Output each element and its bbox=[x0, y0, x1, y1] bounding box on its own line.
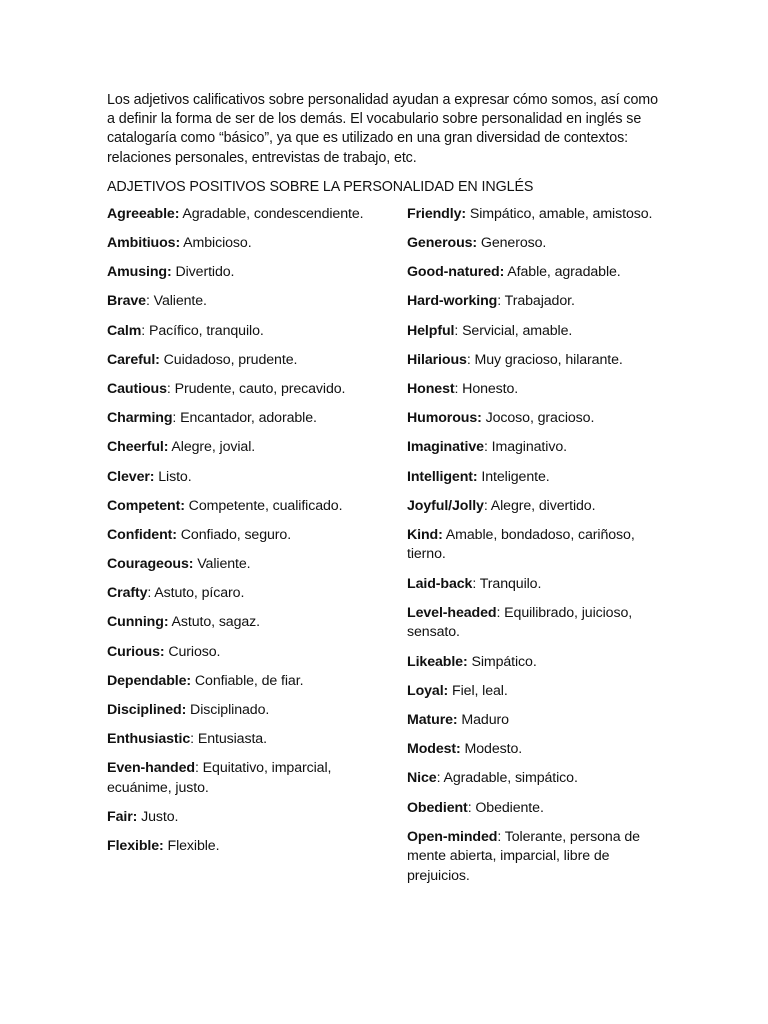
entry-definition: Jocoso, gracioso. bbox=[481, 410, 595, 427]
entry-term: Obedient bbox=[407, 799, 468, 816]
entry-definition: : Tolerante, persona de mente abierta, imparcial, libre de prejuicios. bbox=[407, 828, 640, 884]
vocabulary-entry bbox=[107, 759, 377, 798]
entry-term: Level-headed bbox=[407, 604, 497, 621]
entry-definition: Amable, bondadoso, cariñoso, tierno. bbox=[407, 526, 635, 563]
entry-term: Competent: bbox=[107, 497, 185, 514]
vocabulary-entry bbox=[407, 799, 667, 819]
vocabulary-entry bbox=[107, 613, 377, 633]
entry-definition: Confiado, seguro. bbox=[176, 526, 292, 543]
vocabulary-entry bbox=[407, 575, 667, 595]
vocabulary-entry bbox=[407, 604, 667, 643]
entry-term: Brave bbox=[107, 293, 146, 310]
section-heading: ADJETIVOS POSITIVOS SOBRE LA PERSONALIDAD EN INGLÉS bbox=[107, 178, 534, 195]
entry-term: Ambitiuos: bbox=[107, 235, 181, 251]
entry-term: Intelligent: bbox=[407, 468, 478, 485]
entry-definition: Alegre, jovial. bbox=[168, 439, 256, 456]
entry-definition: Valiente. bbox=[193, 556, 251, 573]
entry-term: Fair: bbox=[107, 809, 138, 826]
entry-term: Honest bbox=[407, 380, 455, 397]
left-column bbox=[107, 205, 377, 867]
vocabulary-entry bbox=[407, 497, 667, 517]
entry-term: Courageous: bbox=[107, 556, 194, 573]
entry-term: Flexible: bbox=[107, 838, 164, 855]
entry-definition: Ambicioso. bbox=[180, 235, 252, 251]
entry-definition: Simpático, amable, amistoso. bbox=[466, 205, 653, 222]
vocabulary-entry bbox=[107, 409, 377, 429]
vocabulary-entry bbox=[107, 497, 377, 517]
entry-definition: : Pacífico, tranquilo. bbox=[141, 322, 264, 339]
entry-term: Open-minded bbox=[407, 828, 498, 845]
entry-definition: Fiel, leal. bbox=[448, 682, 508, 699]
vocabulary-entry bbox=[407, 409, 667, 429]
entry-term: Modest: bbox=[407, 741, 461, 758]
entry-term: Loyal: bbox=[407, 682, 449, 699]
entry-definition: Confiable, de fiar. bbox=[191, 672, 304, 689]
entry-definition: : Equilibrado, juicioso, sensato. bbox=[407, 604, 633, 641]
vocabulary-entry bbox=[107, 292, 377, 312]
entry-term: Crafty bbox=[107, 585, 148, 602]
entry-definition: : Prudente, cauto, precavido. bbox=[166, 380, 346, 397]
vocabulary-entry bbox=[107, 380, 377, 400]
entry-definition: Agradable, condescendiente. bbox=[179, 205, 364, 222]
entry-definition: : Obediente. bbox=[467, 799, 544, 816]
entry-term: Confident: bbox=[107, 526, 177, 543]
vocabulary-entry bbox=[407, 769, 667, 789]
vocabulary-entry bbox=[107, 526, 377, 546]
entry-term: Cunning: bbox=[107, 614, 169, 631]
entry-definition: : Agradable, simpático. bbox=[436, 770, 578, 787]
entry-definition: Generoso. bbox=[477, 235, 547, 251]
entry-term: Charming bbox=[107, 410, 173, 427]
entry-term: Even-handed bbox=[107, 760, 195, 777]
vocabulary-entry bbox=[107, 234, 377, 254]
entry-term: Imaginative bbox=[407, 439, 484, 456]
vocabulary-entry bbox=[107, 672, 377, 692]
entry-definition: Listo. bbox=[154, 468, 192, 485]
entry-term: Clever: bbox=[107, 468, 155, 485]
entry-definition: : Imaginativo. bbox=[483, 439, 567, 456]
entry-definition: : Muy gracioso, hilarante. bbox=[466, 351, 623, 368]
entry-term: Mature: bbox=[407, 712, 458, 728]
entry-term: Likeable: bbox=[407, 653, 468, 670]
entry-definition: Disciplinado. bbox=[186, 702, 270, 718]
vocabulary-entry bbox=[407, 205, 667, 225]
vocabulary-entry bbox=[407, 263, 667, 283]
vocabulary-entry bbox=[107, 555, 377, 575]
entry-definition: : Servicial, amable. bbox=[454, 322, 573, 339]
intro-paragraph: Los adjetivos calificativos sobre personalidad ayudan a expresar cómo somos, así como a definir la forma de ser de los demás. El vocabulario sobre personalidad en inglés se catalogaría como “básico”, ya que es utilizado en una gran diversidad de contextos: relaciones personales, entrevistas de trabajo, etc. bbox=[107, 92, 658, 166]
entry-term: Generous: bbox=[407, 235, 478, 251]
entry-definition: Justo. bbox=[137, 809, 179, 826]
vocabulary-entry bbox=[407, 711, 667, 731]
entry-definition: Astuto, sagaz. bbox=[168, 614, 261, 631]
entry-definition: Maduro bbox=[457, 712, 509, 728]
entry-definition: Cuidadoso, prudente. bbox=[159, 351, 298, 368]
vocabulary-entry bbox=[107, 701, 377, 721]
entry-definition: : Alegre, divertido. bbox=[483, 497, 596, 514]
vocabulary-entry bbox=[407, 292, 667, 312]
vocabulary-entry bbox=[107, 730, 377, 750]
entry-term: Joyful/Jolly bbox=[407, 497, 484, 514]
entry-term: Cautious bbox=[107, 380, 167, 397]
vocabulary-entry bbox=[107, 584, 377, 604]
entry-term: Nice bbox=[407, 770, 437, 787]
entry-definition: Flexible. bbox=[163, 838, 220, 855]
entry-definition: Inteligente. bbox=[477, 468, 550, 485]
entry-definition: : Honesto. bbox=[454, 380, 519, 397]
entry-term: Enthusiastic bbox=[107, 731, 191, 748]
entry-definition: : Valiente. bbox=[145, 293, 207, 310]
entry-definition: : Encantador, adorable. bbox=[172, 410, 317, 427]
vocabulary-entry bbox=[407, 468, 667, 488]
vocabulary-entry bbox=[407, 653, 667, 673]
vocabulary-entry bbox=[407, 380, 667, 400]
vocabulary-entry bbox=[407, 682, 667, 702]
entry-definition: : Entusiasta. bbox=[190, 731, 267, 748]
vocabulary-entry bbox=[107, 351, 377, 371]
vocabulary-entry bbox=[407, 828, 667, 887]
entry-term: Kind: bbox=[407, 526, 443, 543]
vocabulary-entry bbox=[107, 468, 377, 488]
entry-definition: : Equitativo, imparcial, ecuánime, justo. bbox=[107, 760, 332, 796]
entry-term: Laid-back bbox=[407, 575, 473, 592]
vocabulary-entry bbox=[407, 234, 667, 254]
vocabulary-entry bbox=[107, 808, 377, 828]
entry-term: Cheerful: bbox=[107, 439, 169, 456]
vocabulary-entry bbox=[407, 740, 667, 760]
vocabulary-entry bbox=[107, 322, 377, 342]
entry-term: Hilarious bbox=[407, 351, 467, 368]
entry-term: Good-natured: bbox=[407, 264, 505, 281]
entry-definition: : Trabajador. bbox=[497, 293, 575, 310]
entry-term: Humorous: bbox=[407, 410, 482, 427]
entry-term: Friendly: bbox=[407, 205, 467, 222]
vocabulary-entry bbox=[107, 837, 377, 857]
entry-term: Agreeable: bbox=[107, 205, 180, 222]
vocabulary-entry bbox=[407, 351, 667, 371]
entry-definition: Divertido. bbox=[171, 264, 235, 281]
vocabulary-entry bbox=[107, 263, 377, 283]
entry-definition: Competente, cualificado. bbox=[184, 497, 343, 514]
vocabulary-entry bbox=[407, 526, 667, 565]
entry-definition: Curioso. bbox=[164, 643, 221, 660]
entry-definition: : Tranquilo. bbox=[472, 575, 542, 592]
entry-term: Calm bbox=[107, 322, 142, 339]
entry-term: Amusing: bbox=[107, 264, 172, 281]
vocabulary-entry bbox=[107, 438, 377, 458]
entry-term: Curious: bbox=[107, 643, 165, 660]
entry-term: Careful: bbox=[107, 351, 160, 368]
entry-term: Disciplined: bbox=[107, 702, 187, 718]
entry-definition: Modesto. bbox=[460, 741, 523, 758]
vocabulary-entry bbox=[407, 438, 667, 458]
document-page bbox=[107, 91, 662, 884]
vocabulary-entry bbox=[107, 643, 377, 663]
vocabulary-entry bbox=[407, 322, 667, 342]
entry-definition: Afable, agradable. bbox=[504, 264, 621, 281]
entry-definition: Simpático. bbox=[467, 653, 537, 670]
right-column bbox=[407, 205, 667, 896]
entry-term: Hard-working bbox=[407, 293, 498, 310]
vocabulary-entry bbox=[107, 205, 377, 225]
entry-definition: : Astuto, pícaro. bbox=[147, 585, 245, 602]
entry-term: Dependable: bbox=[107, 672, 192, 689]
entry-term: Helpful bbox=[407, 322, 455, 339]
